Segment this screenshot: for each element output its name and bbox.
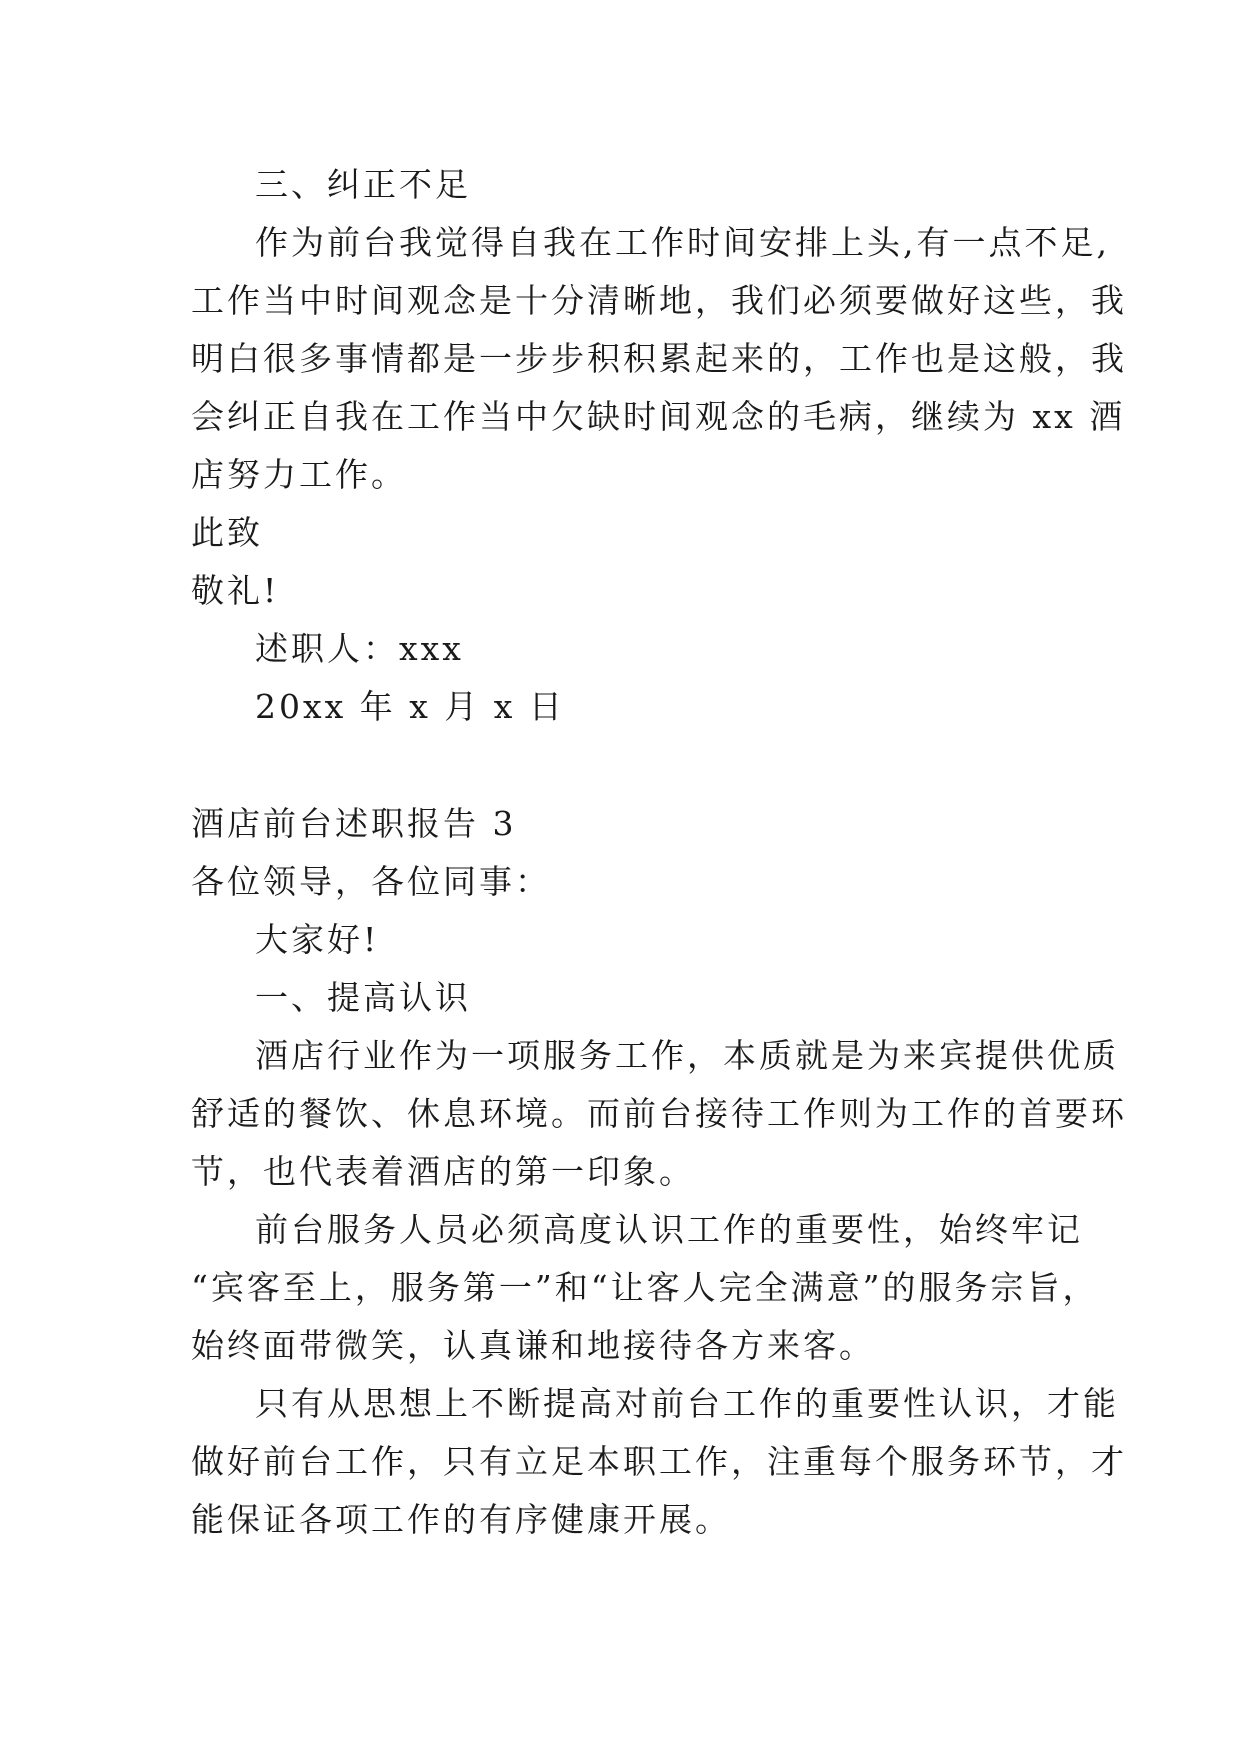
section-heading: 一、提高认识 — [255, 978, 471, 1017]
paragraph-line: 前台服务人员必须高度认识工作的重要性，始终牢记 — [255, 1210, 1083, 1249]
paragraph-line: 做好前台工作，只有立足本职工作，注重每个服务环节，才 — [191, 1442, 1127, 1481]
signer-text: 述职人：xxx — [255, 629, 464, 668]
paragraph-line: 店努力工作。 — [191, 455, 407, 494]
closing-text: 此致 — [191, 513, 263, 552]
date-text: 20xx 年 x 月 x 日 — [255, 687, 565, 726]
paragraph-line: 作为前台我觉得自我在工作时间安排上头,有一点不足, — [255, 223, 1110, 262]
paragraph-line: “宾客至上，服务第一”和“让客人完全满意”的服务宗旨， — [191, 1268, 1099, 1307]
paragraph-line: 明白很多事情都是一步步积积累起来的，工作也是这般，我 — [191, 339, 1127, 378]
paragraph-line: 只有从思想上不断提高对前台工作的重要性认识，才能 — [255, 1384, 1119, 1423]
paragraph-line: 始终面带微笑，认真谦和地接待各方来客。 — [191, 1326, 875, 1365]
paragraph-line: 会纠正自我在工作当中欠缺时间观念的毛病，继续为 xx 酒 — [191, 397, 1126, 436]
paragraph-line: 舒适的餐饮、休息环境。而前台接待工作则为工作的首要环 — [191, 1094, 1127, 1133]
greeting-text: 各位领导，各位同事： — [191, 862, 551, 901]
section-heading: 三、纠正不足 — [255, 165, 471, 204]
paragraph-line: 能保证各项工作的有序健康开展。 — [191, 1500, 731, 1539]
salute-text: 敬礼! — [191, 571, 280, 610]
paragraph-line: 酒店行业作为一项服务工作，本质就是为来宾提供优质 — [255, 1036, 1119, 1075]
hello-text: 大家好! — [255, 920, 380, 959]
paragraph-line: 节，也代表着酒店的第一印象。 — [191, 1152, 695, 1191]
paragraph-line: 工作当中时间观念是十分清晰地，我们必须要做好这些，我 — [191, 281, 1127, 320]
report-title: 酒店前台述职报告 3 — [191, 804, 517, 843]
